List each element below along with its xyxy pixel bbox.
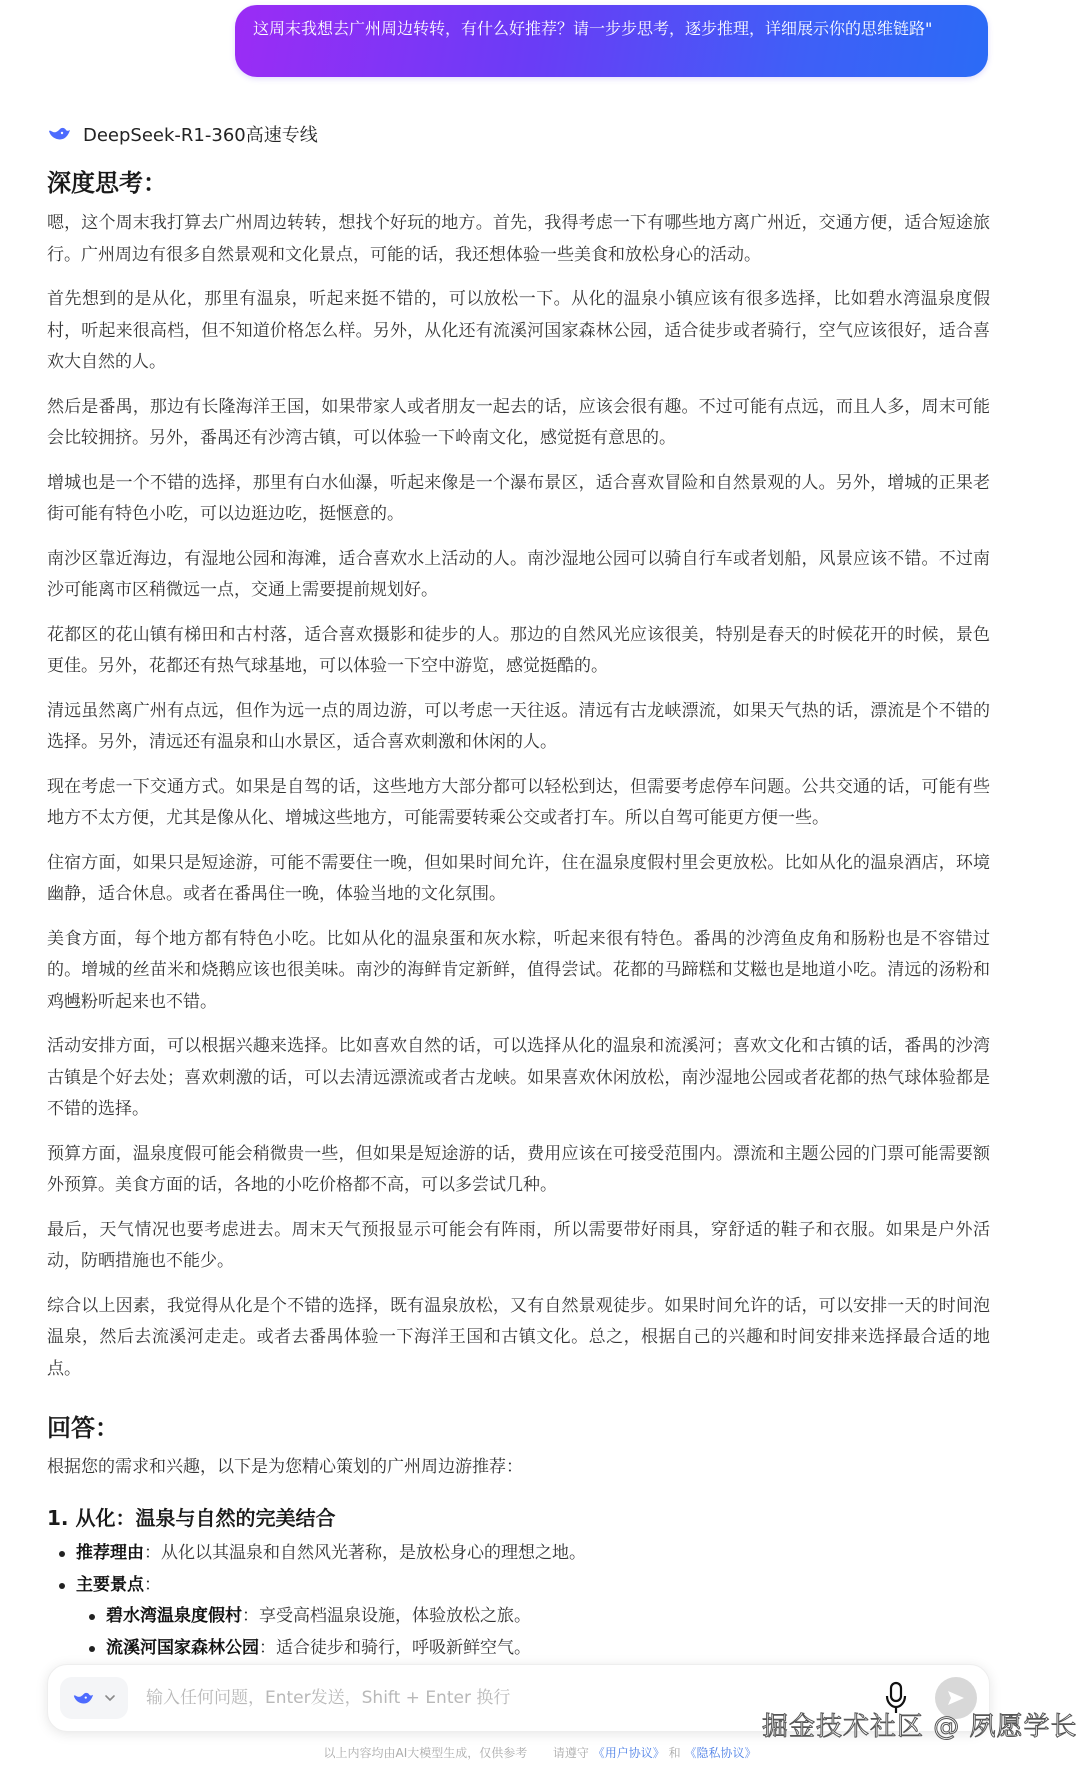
thinking-content	[47, 208, 990, 1398]
and-text: 和	[668, 1746, 681, 1760]
spot-desc: ：享受高档温泉设施，体验放松之旅。	[242, 1606, 531, 1626]
reason-text: ：从化以其温泉和自然风光著称，是放松身心的理想之地。	[144, 1543, 586, 1563]
answer-title: 回答：	[47, 1414, 119, 1442]
answer-content	[47, 1452, 990, 1664]
agree-prefix: 请遵守	[552, 1746, 589, 1760]
chat-input[interactable]	[146, 1688, 885, 1708]
chevron-down-icon	[104, 1694, 116, 1702]
send-arrow-icon	[946, 1689, 966, 1707]
user-message-text: 这周末我想去广州周边转转，有什么好推荐？请一步步思考，逐步推理，详细展示你的思维链路"	[253, 19, 933, 38]
list-item	[47, 1570, 990, 1602]
list-item	[47, 1538, 990, 1570]
thinking-paragraph: 然后是番禺，那边有长隆海洋王国，如果带家人或者朋友一起去的话，应该会很有趣。不过可能有点远，而且人多，周末可能会比较拥挤。另外，番禺还有沙湾古镇，可以体验一下岭南文化，感觉挺有意思的。	[47, 396, 990, 448]
thinking-paragraph: 活动安排方面，可以根据兴趣来选择。比如喜欢自然的话，可以选择从化的温泉和流溪河；喜欢文化和古镇的话，番禺的沙湾古镇是个好去处；喜欢刺激的话，可以去清远漂流或者古龙峡。如果喜欢休闲放松，南沙湿地公园或者花都的热气球体验都是不错的选择。	[47, 1036, 990, 1119]
thinking-paragraph: 嗯，这个周末我打算去广州周边转转，想找个好玩的地方。首先，我得考虑一下有哪些地方离广州近，交通方便，适合短途旅行。广州周边有很多自然景观和文化景点，可能的话，我还想体验一些美食和放松身心的活动。	[47, 213, 990, 265]
thinking-paragraph: 预算方面，温泉度假可能会稍微贵一些，但如果是短途游的话，费用应该在可接受范围内。漂流和主题公园的门票可能需要额外预算。美食方面的话，各地的小吃价格都不高，可以多尝试几种。	[47, 1143, 990, 1195]
spot-name: 流溪河国家森林公园	[106, 1637, 259, 1658]
thinking-paragraph: 综合以上因素，我觉得从化是个不错的选择，既有温泉放松，又有自然景观徒步。如果时间允许的话，可以安排一天的时间泡温泉，然后去流溪河走走。或者去番禺体验一下海洋王国和古镇文化。总之，根据自己的兴趣和时间安排来选择最合适的地点。	[47, 1295, 990, 1379]
spot-name: 碧水湾温泉度假村	[106, 1606, 242, 1626]
list-item	[47, 1601, 990, 1633]
answer-intro: 根据您的需求和兴趣，以下是为您精心策划的广州周边游推荐：	[47, 1457, 523, 1477]
thinking-paragraph: 美食方面，每个地方都有特色小吃。比如从化的温泉蛋和灰水粽，听起来很有特色。番禺的沙湾鱼皮角和肠粉也是不容错过的。增城的丝苗米和烧鹅应该也很美味。南沙的海鲜肯定新鲜，值得尝试。花都的马蹄糕和艾糍也是地道小吃。清远的汤粉和鸡乸粉听起来也不错。	[47, 928, 990, 1012]
thinking-paragraph: 首先想到的是从化，那里有温泉，听起来挺不错的，可以放松一下。从化的温泉小镇应该有很多选择，比如碧水湾温泉度假村，听起来很高档，但不知道价格怎么样。另外，从化还有流溪河国家森林公园，适合徒步或者骑行，空气应该很好，适合喜欢大自然的人。	[47, 289, 990, 372]
model-switch-button[interactable]	[60, 1677, 128, 1719]
watermark: 掘金技术社区 @ 夙愿学长	[762, 1712, 1078, 1742]
deepseek-whale-icon	[72, 1690, 94, 1707]
user-agreement-link[interactable]: 《用户协议》	[592, 1746, 665, 1760]
recommendation-list	[47, 1538, 990, 1664]
spot-desc: ：适合徒步和骑行，呼吸新鲜空气。	[259, 1637, 531, 1658]
thinking-paragraph: 最后，天气情况也要考虑进去。周末天气预报显示可能会有阵雨，所以需要带好雨具，穿舒适的鞋子和衣服。如果是户外活动，防晒措施也不能少。	[47, 1219, 990, 1271]
thinking-paragraph: 花都区的花山镇有梯田和古村落，适合喜欢摄影和徒步的人。那边的自然风光应该很美，特别是春天的时候花开的时候，景色更佳。另外，花都还有热气球基地，可以体验一下空中游览，感觉挺酷的。	[47, 624, 990, 676]
thinking-paragraph: 清远虽然离广州有点远，但作为远一点的周边游，可以考虑一天往返。清远有古龙峡漂流，如果天气热的话，漂流是个不错的选择。另外，清远还有温泉和山水景区，适合喜欢刺激和休闲的人。	[47, 700, 990, 752]
thinking-paragraph: 住宿方面，如果只是短途游，可能不需要住一晚，但如果时间允许，住在温泉度假村里会更放松。比如从化的温泉酒店，环境幽静，适合休息。或者在番禺住一晚，体验当地的文化氛围。	[47, 852, 990, 904]
reason-label: 推荐理由	[76, 1543, 144, 1563]
footer-disclaimer	[0, 1744, 1080, 1761]
thinking-title: 深度思考：	[47, 169, 167, 197]
list-item	[47, 1633, 990, 1665]
thinking-paragraph: 现在考虑一下交通方式。如果是自驾的话，这些地方大部分都可以轻松到达，但需要考虑停车问题。公共交通的话，可能有些地方不太方便，尤其是像从化、增城这些地方，可能需要转乘公交或者打车。所以自驾可能更方便一些。	[47, 776, 990, 828]
deepseek-whale-icon	[47, 125, 71, 143]
thinking-paragraph: 南沙区靠近海边，有湿地公园和海滩，适合喜欢水上活动的人。南沙湿地公园可以骑自行车或者划船，风景应该不错。不过南沙可能离市区稍微远一点，交通上需要提前规划好。	[47, 548, 990, 600]
privacy-agreement-link[interactable]: 《隐私协议》	[684, 1746, 757, 1760]
spots-suffix: ：	[144, 1574, 161, 1595]
model-name: DeepSeek-R1-360高速专线	[83, 125, 318, 146]
recommendation-heading: 1. 从化：温泉与自然的完美结合	[47, 1506, 336, 1530]
thinking-paragraph: 增城也是一个不错的选择，那里有白水仙瀑，听起来像是一个瀑布景区，适合喜欢冒险和自然景观的人。另外，增城的正果老街可能有特色小吃，可以边逛边吃，挺惬意的。	[47, 472, 990, 524]
spots-label: 主要景点	[76, 1574, 144, 1595]
model-header	[47, 121, 318, 147]
user-message-bubble	[235, 5, 988, 77]
disclaimer-text: 以上内容均由AI大模型生成，仅供参考	[323, 1746, 528, 1760]
